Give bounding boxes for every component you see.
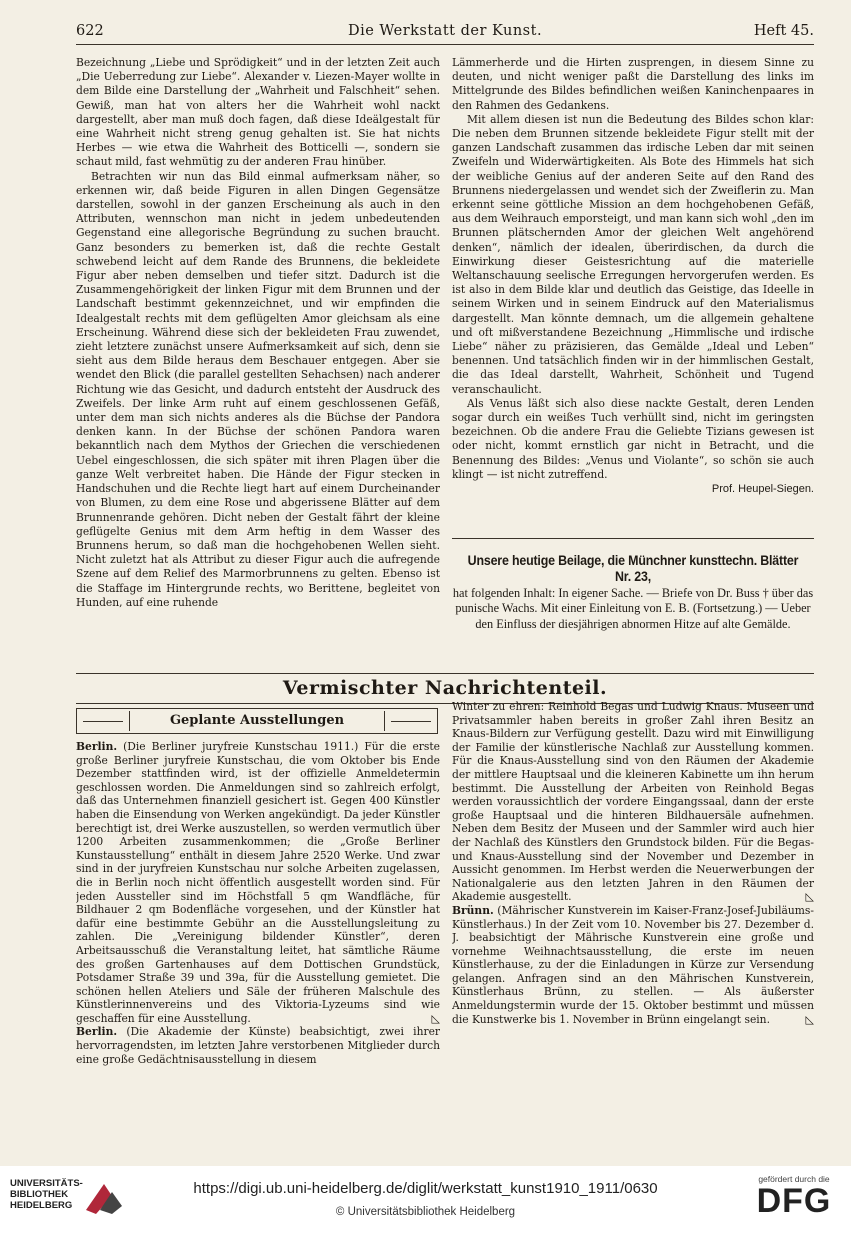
entry-text: (Die Akademie der Künste) beabsichtigt, zwei ihrer hervorragendsten, im letzten Jahre verstorbenen Mitglieder durch eine große Gedächtnisausstellung in diesem <box>76 1025 440 1066</box>
article-right-column <box>452 56 814 526</box>
entry-text: (Mährischer Kunstverein im Kaiser-Franz-Josef-Jubiläums-Künstlerhaus.) In der Zeit vom 10. November bis 27. Dezember d. J. beabsichtigt der Mährische Kunstverein eine große und vornehme Weihnachtsausstellung, die erste im neuen Künstlerhause, zu der die Einladungen in Kürze zur Versendung gelangen. Anfragen sind an den Mährischen Kunstverein, Künstlerhaus Brünn, zu stellen. — Als äußerster Anmeldungstermin wurde der 15. Oktober bestimmt und müssen die Kunstwerke bis 1. November in Brünn eingelangt sein. <box>452 903 814 1026</box>
dfg-wordmark: DFG <box>756 1182 832 1220</box>
section-title: Vermischter Nachrichtenteil. <box>282 677 608 699</box>
journal-title: Die Werkstatt der Kunst. <box>347 23 543 39</box>
issue-number: Heft 45. <box>753 23 814 39</box>
entry-city: Berlin. <box>76 740 118 753</box>
box-rule-left <box>83 721 123 722</box>
entry-text: (Die Berliner juryfreie Kunstschau 1911.) Für die erste große Berliner juryfreie Kunstschau, die vom Oktober bis Ende Dezember stattfinden wird, ist der offizielle Anmeldetermin geschlossen worden. Die Anmeldungen sind so zahlreich erfolgt, daß das Unternehmen finanziell gesichert ist. Gegen 400 Künstler haben die Einsendung von Werken angekündigt. Da jeder Künstler berechtigt ist, drei Werke auszustellen, so werden vermutlich über 1200 Arbeiten zusammenkommen; die „Große Berliner Kunstausstellung“ enthält in diesem Jahre 2520 Werke. Und zwar sind in der juryfreien Kunstschau nur solche Arbeiten zugelassen, die in Berlin noch nicht öffentlich ausgestellt worden sind. Für jeden Aussteller sind im Höchstfall 5 qm Wandfläche, für Bildhauer 2 qm Bodenfläche vorgesehen, und der Künstler hat dafür eine bestimmte Gebühr an die Ausstellungsleitung zu zahlen. Die „Vereinigung bildender Künstler“, deren Arbeitsausschuß die Veranstaltung leitet, hat sämtliche Räume des großen Gartenhauses auf dem Dottischen Grundstück, Potsdamer Straße 39 und 39a, für die Ausstellung gemietet. Die schönen hellen Ateliers und Säle der früheren Malschule des Künstlerinnenvereins und des Viktoria-Lyzeums sind wie geschaffen für eine Ausstellung. <box>76 740 440 1025</box>
library-name: UNIVERSITÄTS-BIBLIOTHEK HEIDELBERG <box>10 1178 83 1211</box>
funded-by-label: gefördert durch die <box>758 1174 830 1184</box>
article-left-column <box>76 56 440 688</box>
entry-text: Winter zu ehren: Reinhold Begas und Ludwig Knaus. Museen und Privatsammler haben bereits in großer Zahl ihren Besitz an Knaus-Bildern zur Verfügung gestellt. Dazu wird mit Einwilligung der Familie der künstlerische Nachlaß zur Ausstellung kommen. Für die Knaus-Ausstellung sind von den Räumen der Akademie der mittlere Hauptsaal und die kleineren Kabinette um ihn herum bestimmt. Die Ausstellung der Arbeiten von Reinhold Begas werden voraussichtlich der vordere Eingangssaal, dann der erste große Hauptsaal und die hinteren Bildhauersäle aufnehmen. Neben dem Besitz der Museen und der Sammler wird auch hier der Nachlaß des Künstlers den Grundstock bilden. Für die Begas- und Knaus-Ausstellung sind der November und Dezember in Aussicht genommen. Im Herbst werden die Neuerwerbungen der Nationalgalerie aus den letzten Jahren in den Räumen der Akademie ausgestellt. <box>452 700 814 904</box>
end-mark-icon: ◺ <box>805 890 814 904</box>
news-entry <box>76 740 440 1025</box>
subsection-title: Geplante Ausstellungen <box>129 711 385 731</box>
box-rule-right <box>391 721 431 722</box>
paragraph: Mit allem diesen ist nun die Bedeutung des Bildes schon klar: Die neben dem Brunnen sitzende bekleidete Figur stellt mit der ganzen Landschaft zusammen das irdische Leben dar mit seinen Zweifeln und Widerwärtigkeiten. Als Bote des Himmels hat sich der weibliche Genius auf der anderen Seite auf den Rand des Brunnens niedergelassen und wendet sich der Zweiflerin zu. Man erkennt seine göttliche Mission an dem hochgehobenen Gefäß, aus dem Weihrauch emporsteigt, und man kann sich wohl „den im Brunnen plätschernden Amor der gleichen Welt angehörend denken“, nämlich der idealen, überirdischen, da durch die Einwirkung dieser Geistesrichtung auf die materielle Weltanschauung seelische Erregungen hervorgerufen werden. Es ist also in dem Bilde klar und deutlich das Geistige, das Ideelle in seinem Wirken und in seinem Eindruck auf den Materialismus dargestellt. Man könnte demnach, um die allgemein gehaltene und oft mißverstandene Bezeichnung „Himmlische und irdische Liebe“ näher zu präzisieren, das Gemälde „Ideal und Leben“ benennen. Und tatsächlich finden wir in der himmlischen Gestalt, die das Ideal darstellt, Wahrheit, Schönheit und Tugend veranschaulicht. <box>452 112 814 396</box>
supplement-notice <box>452 538 814 689</box>
viewer-footer <box>0 1166 851 1233</box>
copyright-notice: © Universitätsbibliothek Heidelberg <box>335 1206 516 1218</box>
news-entry <box>452 700 814 904</box>
dfg-logo[interactable] <box>751 1174 837 1218</box>
section-rule-top <box>76 673 814 674</box>
supplement-body: hat folgenden Inhalt: In eigener Sache. — Briefe von Dr. Buss † über das punische Wachs. Mit einer Einleitung von E. B. (Fortsetzung.) — Ueber den Einfluss der diesjährigen abnormen Hitze auf alte Gemälde. <box>452 585 814 632</box>
news-left-column <box>76 740 440 1120</box>
end-mark-icon: ◺ <box>805 1012 814 1026</box>
supplement-heading: Unsere heutige Beilage, die Münchner kunsttechn. Blätter Nr. 23, <box>467 553 799 584</box>
entry-city: Brünn. <box>452 903 494 917</box>
page-number: 622 <box>76 23 104 39</box>
paragraph: Als Venus läßt sich also diese nackte Gestalt, deren Lenden sogar durch ein weißes Tuch verhüllt sind, nicht im geringsten bezeichnen. Ob die andere Frau die Geliebte Tizians gewesen ist oder nicht, kommt ernstlich gar nicht in Betracht, und die Benennung des Bildes: „Venus und Violante“, so schön sie auch klingt — ist nicht zutreffend. <box>452 396 814 481</box>
running-header <box>76 22 814 45</box>
author-signature: Prof. Heupel-Siegen. <box>711 483 814 496</box>
end-mark-icon: ◺ <box>431 1011 440 1025</box>
paragraph: Lämmerherde und die Hirten zusprengen, in diesem Sinne zu deuten, und nicht weniger paßt die Darstellung des links im Mittelgrunde des Bildes befindlichen weißen Kaninchenpaares in den Rahmen des Gedankens. <box>452 56 814 112</box>
paragraph: Bezeichnung „Liebe und Sprödigkeit“ und in der letzten Zeit auch „Die Ueberredung zur Liebe“. Alexander v. Liezen-Mayer wollte in dem Bilde eine Darstellung der „Wahrheit und Falschheit“ sehen. Gewiß, man hat von alters her die Wahrheit wohl nackt dargestellt, aber man muß doch fagen, daß diese Ideälgestalt für eine Wahrheit nicht streng genug gehalten ist. Sie hat nichts Herbes — wie etwa die Wahrheit des Botticelli —, sondern sie schaut mild, fast wehmütig zu der anderen Frau hinüber. <box>76 56 440 169</box>
news-entry <box>452 904 814 1026</box>
paragraph: Betrachten wir nun das Bild einmal aufmerksam näher, so erkennen wir, daß beide Figuren in allen Dingen Gegensätze darstellen, sowohl in der ganzen Erscheinung als auch in den Attributen, wennschon man nicht in jedem unbedeutenden Gegenstand eine allegorische Begründung zu suchen braucht. Ganz besonders zu bemerken ist, daß die rechte Gestalt schwebend leicht auf dem Rande des Brunnens, die bekleidete Figur aber neben demselben und tiefer sitzt. Dadurch ist die Zusammengehörigkeit der linken Figur mit dem Brunnen und der Landschaft bestimmt gekennzeichnet, und wir empfinden die Idealgestalt rechts mit dem geflügelten Amor gleichsam als eine Erscheinung. Während diese sich der bekleideten Frau zuwendet, zieht letztere zunächst unsere Aufmerksamkeit auf sich, denn sie sieht aus dem Bilde heraus dem Beschauer entgegen. Aber sie wendet den Blick (die parallel gestellten Sehachsen) nach anderer Richtung wie das Gesicht, und dadurch entsteht der Ausdruck des Zweifels. Der linke Arm ruht auf einem geschlossenen Gefäß, unter dem man sich nichts anderes als die Büchse der Pandora denken kann. In der Büchse der schönen Pandora waren bekanntlich nach dem Mythos der Griechen die verschiedenen Uebel eingeschlossen, die sich später mit ihren Plagen über die ganze Welt verbreitet haben. Die Hände der Figur stecken in Handschuhen und die Rechte liegt hart auf einem Durcheinander von Blumen, zu dem eine Rose und abgerissene Blätter auf dem Brunnenrande gehören. Dicht neben der Gestalt fährt der kleine geflügelte Genius mit dem Arm heftig in dem Wasser des Brunnens herum, so daß man die hochgehobenen Wellen sieht. Nicht zuletzt hat als Attribut zu dieser Figur auch die aufregende Szene auf dem Relief des Marmorbrunnens zu gelten. Ebenso ist die Staffage im Hintergrunde rechts, wo Berittene, begleitet von Hunden, auf eine ruhende <box>76 169 440 609</box>
subsection-box <box>76 708 438 734</box>
permalink-url[interactable]: https://digi.ub.uni-heidelberg.de/diglit/werkstatt_kunst1910_1911/0630 <box>193 1180 658 1197</box>
news-entry <box>76 1025 440 1066</box>
news-right-column <box>452 700 814 1120</box>
entry-city: Berlin. <box>76 1025 118 1039</box>
